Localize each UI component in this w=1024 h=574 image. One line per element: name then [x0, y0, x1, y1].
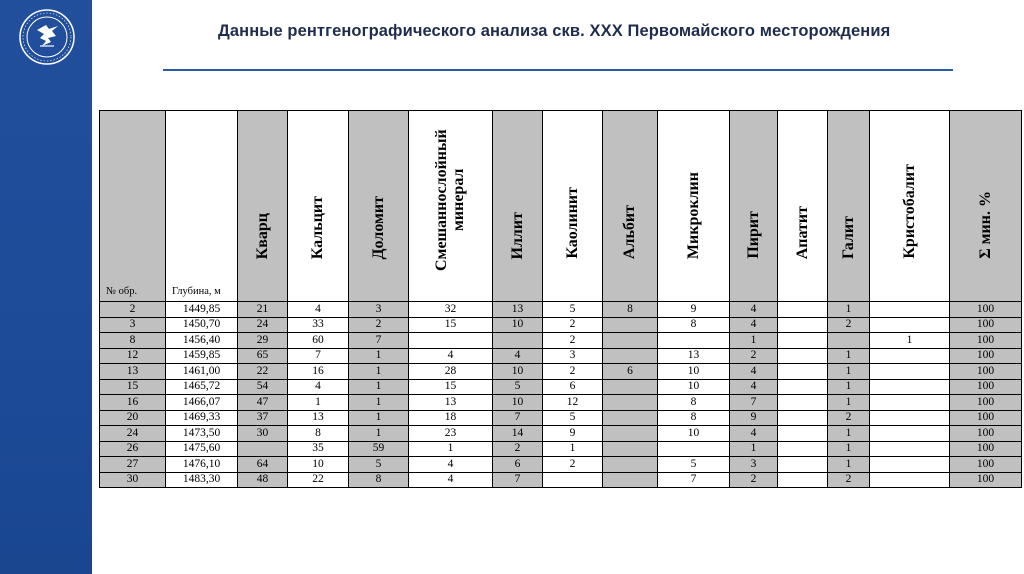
table-cell: 7 [730, 395, 778, 411]
table-cell [778, 426, 828, 442]
table-cell: 10 [658, 426, 730, 442]
table-cell: 1456,40 [166, 333, 238, 349]
table-cell: 22 [238, 364, 288, 380]
table-cell: 4 [730, 426, 778, 442]
table-cell: 1450,70 [166, 317, 238, 333]
table-cell: 1 [349, 348, 409, 364]
table-cell: 1 [543, 441, 603, 457]
table-row [100, 441, 1022, 457]
table-cell: 15 [409, 379, 493, 395]
table-cell: 47 [238, 395, 288, 411]
table-cell: 24 [100, 426, 166, 442]
table-cell: 8 [349, 472, 409, 488]
table-cell: 9 [543, 426, 603, 442]
table-cell: 5 [349, 457, 409, 473]
xrd-analysis-table [99, 110, 1022, 488]
table-cell: 13 [493, 302, 543, 318]
table-cell: 3 [730, 457, 778, 473]
table-cell: 7 [493, 472, 543, 488]
table-cell [603, 410, 658, 426]
table-cell [409, 333, 493, 349]
table-cell [778, 379, 828, 395]
table-cell: 15 [100, 379, 166, 395]
table-cell [778, 472, 828, 488]
table-cell: 1 [349, 395, 409, 411]
table-cell: 4 [288, 302, 349, 318]
title-divider [163, 69, 953, 71]
table-cell: 100 [950, 379, 1022, 395]
table-cell: 27 [100, 457, 166, 473]
table-cell: 3 [543, 348, 603, 364]
table-cell: 1 [828, 457, 870, 473]
table-cell: 20 [100, 410, 166, 426]
table-cell: 6 [603, 364, 658, 380]
table-row [100, 364, 1022, 380]
table-cell: 3 [349, 302, 409, 318]
table-cell [238, 441, 288, 457]
table-cell: 16 [100, 395, 166, 411]
table-cell: 5 [543, 302, 603, 318]
table-cell: 2 [828, 317, 870, 333]
table-cell: 1 [828, 395, 870, 411]
table-cell: 2 [543, 457, 603, 473]
table-cell: 1 [828, 364, 870, 380]
table-cell: 7 [658, 472, 730, 488]
table-cell: 1 [828, 441, 870, 457]
table-cell: 12 [543, 395, 603, 411]
table-cell: 21 [238, 302, 288, 318]
table-cell: 30 [238, 426, 288, 442]
table-cell: 1 [349, 426, 409, 442]
table-cell: 5 [658, 457, 730, 473]
table-cell: 100 [950, 472, 1022, 488]
table-cell [778, 457, 828, 473]
table-cell: 14 [493, 426, 543, 442]
table-cell: 1 [828, 348, 870, 364]
table-header-row [100, 111, 1022, 302]
table-cell: 64 [238, 457, 288, 473]
col-header-quartz: Кварц [238, 111, 288, 302]
page-title: Данные рентгенографического анализа скв. ХХХ Первомайского месторождения [218, 22, 891, 40]
table-cell: 65 [238, 348, 288, 364]
table-cell: 6 [493, 457, 543, 473]
table-cell: 1483,30 [166, 472, 238, 488]
table-cell [778, 317, 828, 333]
table-cell [603, 348, 658, 364]
table-cell [828, 333, 870, 349]
table-cell: 1461,00 [166, 364, 238, 380]
table-cell: 8 [100, 333, 166, 349]
table-cell: 4 [288, 379, 349, 395]
table-cell [778, 441, 828, 457]
table-row [100, 457, 1022, 473]
col-header-kaolinite: Каолинит [543, 111, 603, 302]
table-cell: 8 [658, 395, 730, 411]
table-cell: 100 [950, 410, 1022, 426]
table-cell [870, 379, 950, 395]
col-header-illite: Иллит [493, 111, 543, 302]
table-cell [778, 410, 828, 426]
table-row [100, 395, 1022, 411]
table-cell: 7 [493, 410, 543, 426]
table-cell [603, 472, 658, 488]
table-cell: 100 [950, 426, 1022, 442]
table-cell: 4 [409, 348, 493, 364]
table-cell: 18 [409, 410, 493, 426]
table-cell: 7 [288, 348, 349, 364]
table-cell: 8 [603, 302, 658, 318]
col-header-albite: Альбит [603, 111, 658, 302]
table-cell: 16 [288, 364, 349, 380]
table-cell: 9 [658, 302, 730, 318]
table-cell: 100 [950, 317, 1022, 333]
table-cell: 2 [730, 472, 778, 488]
table-cell: 2 [543, 317, 603, 333]
table-cell: 100 [950, 333, 1022, 349]
col-header-pyrite: Пирит [730, 111, 778, 302]
table-cell [603, 457, 658, 473]
table-cell: 2 [543, 364, 603, 380]
table-cell [870, 426, 950, 442]
table-cell [603, 395, 658, 411]
table-cell: 1469,33 [166, 410, 238, 426]
table-cell: 54 [238, 379, 288, 395]
col-header-mixed-layer: Смешаннослойный минерал [409, 111, 493, 302]
col-header-halite: Галит [828, 111, 870, 302]
table-cell: 4 [730, 379, 778, 395]
table-cell: 1 [349, 410, 409, 426]
table-cell: 6 [543, 379, 603, 395]
table-cell: 59 [349, 441, 409, 457]
table-cell [603, 441, 658, 457]
table-cell: 1 [730, 333, 778, 349]
table-cell [870, 302, 950, 318]
table-cell: 26 [100, 441, 166, 457]
table-cell: 1 [828, 379, 870, 395]
table-cell: 35 [288, 441, 349, 457]
university-logo-icon [18, 8, 76, 66]
table-cell [603, 317, 658, 333]
table-row [100, 410, 1022, 426]
table-cell [870, 410, 950, 426]
table-cell: 2 [493, 441, 543, 457]
table-cell: 1 [730, 441, 778, 457]
table-cell: 5 [493, 379, 543, 395]
table-row [100, 317, 1022, 333]
table-cell [870, 317, 950, 333]
table-cell [778, 395, 828, 411]
table-cell: 37 [238, 410, 288, 426]
table-cell: 13 [100, 364, 166, 380]
table-cell: 2 [730, 348, 778, 364]
table-cell: 1 [288, 395, 349, 411]
col-header-cristobalite: Кристобалит [870, 111, 950, 302]
table-row [100, 426, 1022, 442]
table-cell: 22 [288, 472, 349, 488]
table-cell: 8 [658, 410, 730, 426]
table-cell: 1 [349, 379, 409, 395]
table-cell: 15 [409, 317, 493, 333]
table-cell: 1 [828, 426, 870, 442]
col-header-microcline: Микроклин [658, 111, 730, 302]
table-cell: 28 [409, 364, 493, 380]
table-cell: 10 [658, 364, 730, 380]
table-cell: 2 [349, 317, 409, 333]
table-cell: 1 [828, 302, 870, 318]
table-cell: 10 [493, 364, 543, 380]
table-cell: 2 [828, 472, 870, 488]
table-row [100, 472, 1022, 488]
table-cell: 30 [100, 472, 166, 488]
table-cell: 4 [409, 457, 493, 473]
table-cell: 1 [349, 364, 409, 380]
table-cell: 10 [493, 317, 543, 333]
table-cell: 9 [730, 410, 778, 426]
table-row [100, 302, 1022, 318]
table-cell [870, 395, 950, 411]
table-cell: 10 [658, 379, 730, 395]
table-cell: 8 [658, 317, 730, 333]
table-cell [493, 333, 543, 349]
table-cell: 5 [543, 410, 603, 426]
table-cell: 1466,07 [166, 395, 238, 411]
table-cell [778, 348, 828, 364]
table-cell: 1473,50 [166, 426, 238, 442]
table-cell: 100 [950, 395, 1022, 411]
col-header-sample: № обр. [100, 111, 166, 302]
table-cell: 8 [288, 426, 349, 442]
table-cell: 32 [409, 302, 493, 318]
table-cell: 10 [493, 395, 543, 411]
table-cell [870, 457, 950, 473]
left-sidebar-band [0, 0, 92, 574]
table-cell: 4 [493, 348, 543, 364]
table-cell: 3 [100, 317, 166, 333]
table-cell: 1449,85 [166, 302, 238, 318]
table-row [100, 333, 1022, 349]
table-cell: 24 [238, 317, 288, 333]
table-cell [658, 441, 730, 457]
table-cell: 4 [730, 317, 778, 333]
table-cell: 1459,85 [166, 348, 238, 364]
table-body [100, 302, 1022, 488]
table-cell: 13 [409, 395, 493, 411]
table-cell: 2 [828, 410, 870, 426]
table-cell: 1 [409, 441, 493, 457]
table-cell: 12 [100, 348, 166, 364]
table-cell [658, 333, 730, 349]
table-cell: 2 [100, 302, 166, 318]
table-cell: 7 [349, 333, 409, 349]
table-cell: 100 [950, 348, 1022, 364]
table-cell: 4 [730, 302, 778, 318]
col-header-dolomite: Доломит [349, 111, 409, 302]
table-cell [870, 441, 950, 457]
table-cell [870, 472, 950, 488]
table-cell: 13 [658, 348, 730, 364]
table-cell: 29 [238, 333, 288, 349]
table-cell [603, 379, 658, 395]
table-cell [543, 472, 603, 488]
col-header-apatite: Апатит [778, 111, 828, 302]
table-cell [603, 333, 658, 349]
col-header-total: Σ мин. % [950, 111, 1022, 302]
table-cell: 1465,72 [166, 379, 238, 395]
table-row [100, 348, 1022, 364]
table-cell: 4 [730, 364, 778, 380]
table-row [100, 379, 1022, 395]
table-cell: 60 [288, 333, 349, 349]
table-cell [870, 364, 950, 380]
table-cell [870, 348, 950, 364]
table-cell: 13 [288, 410, 349, 426]
table-cell: 1476,10 [166, 457, 238, 473]
col-header-depth: Глубина, м [166, 111, 238, 302]
table-cell [778, 302, 828, 318]
table-cell: 48 [238, 472, 288, 488]
table-cell [603, 426, 658, 442]
table-cell: 33 [288, 317, 349, 333]
table-cell: 10 [288, 457, 349, 473]
table-cell: 23 [409, 426, 493, 442]
table-cell [778, 333, 828, 349]
table-cell: 1475,60 [166, 441, 238, 457]
table-cell [778, 364, 828, 380]
table-cell: 100 [950, 441, 1022, 457]
table-cell: 100 [950, 364, 1022, 380]
table-cell: 100 [950, 457, 1022, 473]
col-header-calcite: Кальцит [288, 111, 349, 302]
table-cell: 2 [543, 333, 603, 349]
table-cell: 1 [870, 333, 950, 349]
table-cell: 4 [409, 472, 493, 488]
table-cell: 100 [950, 302, 1022, 318]
